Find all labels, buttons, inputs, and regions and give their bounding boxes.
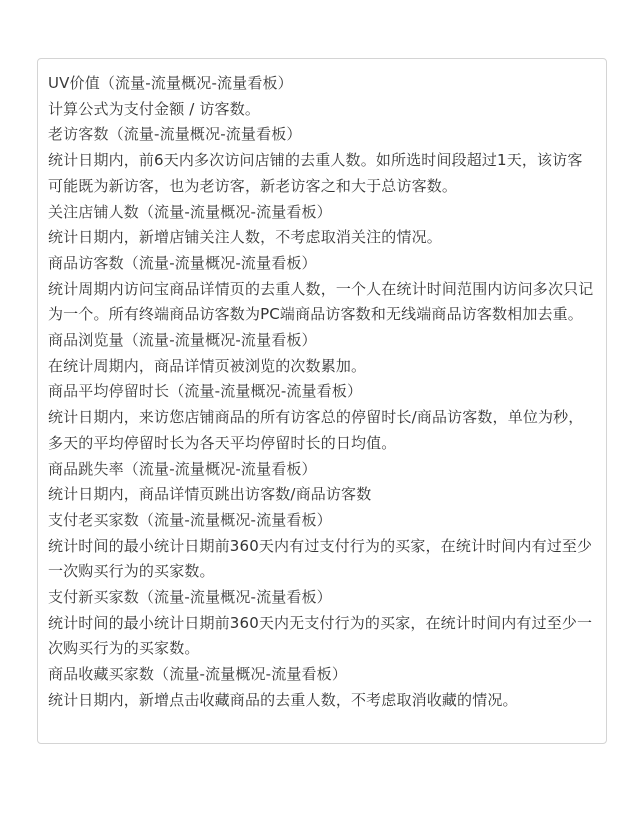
term-product-pageviews: 商品浏览量（流量-流量概况-流量看板） <box>48 331 317 350</box>
desc-product-pageviews: 在统计周期内，商品详情页被浏览的次数累加。 <box>48 356 367 375</box>
term-product-visitors: 商品访客数（流量-流量概况-流量看板） <box>48 253 317 272</box>
desc-avg-stay-time: 统计日期内，来访您店铺商品的所有访客总的停留时长/商品访客数，单位为秒，多天的平均停留时长为各天平均停留时长的日均值。 <box>48 408 584 452</box>
term-store-followers: 关注店铺人数（流量-流量概况-流量看板） <box>48 202 332 221</box>
term-returning-visitors: 老访客数（流量-流量概况-流量看板） <box>48 125 302 144</box>
desc-product-visitors: 统计周期内访问宝商品详情页的去重人数，一个人在统计时间范围内访问多次只记为一个。所有终端商品访客数为PC端商品访客数和无线端商品访客数相加去重。 <box>48 279 594 324</box>
desc-returning-visitors: 统计日期内，前6天内多次访问店铺的去重人数。如所选时间段超过1天，该访客可能既为新访客，也为老访客，新老访客之和大于总访客数。 <box>48 151 583 195</box>
term-returning-buyers: 支付老买家数（流量-流量概况-流量看板） <box>48 510 332 529</box>
term-avg-stay-time: 商品平均停留时长（流量-流量概况-流量看板） <box>48 382 363 401</box>
term-favorite-buyers: 商品收藏买家数（流量-流量概况-流量看板） <box>48 665 347 684</box>
desc-bounce-rate: 统计日期内，商品详情页跳出访客数/商品访客数 <box>48 485 372 504</box>
desc-returning-buyers: 统计时间的最小统计日期前360天内有过支付行为的买家，在统计时间内有过至少一次购买行为的买家数。 <box>48 536 593 581</box>
term-bounce-rate: 商品跳失率（流量-流量概况-流量看板） <box>48 459 317 478</box>
desc-store-followers: 统计日期内，新增店铺关注人数，不考虑取消关注的情况。 <box>48 228 442 247</box>
term-new-buyers: 支付新买家数（流量-流量概况-流量看板） <box>48 588 332 607</box>
term-uv-value: UV价值（流量-流量概况-流量看板） <box>48 74 293 92</box>
desc-favorite-buyers: 统计日期内，新增点击收藏商品的去重人数，不考虑取消收藏的情况。 <box>48 690 518 709</box>
desc-new-buyers: 统计时间的最小统计日期前360天内无支付行为的买家，在统计时间内有过至少一次购买行为的买家数。 <box>48 613 593 658</box>
definitions-card <box>37 58 607 744</box>
desc-uv-value: 计算公式为支付金额 / 访客数。 <box>48 99 260 118</box>
